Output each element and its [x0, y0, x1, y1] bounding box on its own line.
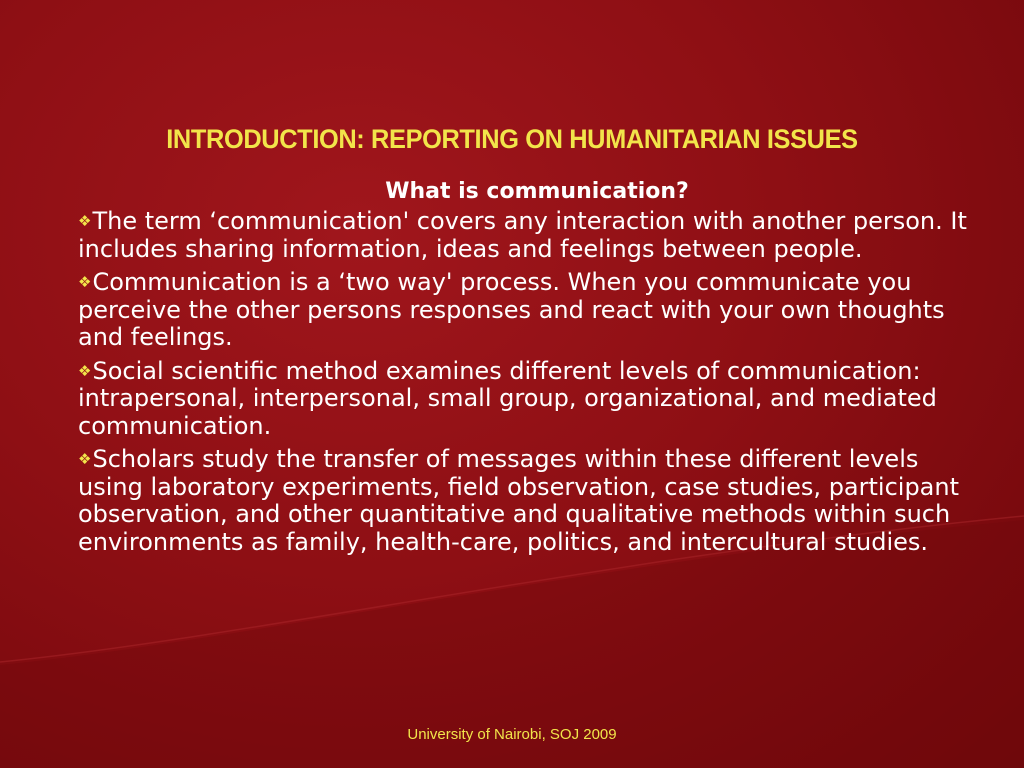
diamond-bullet-icon: ❖ [78, 450, 92, 468]
diamond-bullet-icon: ❖ [78, 273, 92, 291]
bullet-item [78, 208, 988, 263]
diamond-bullet-icon: ❖ [78, 212, 92, 230]
bullet-list [78, 208, 988, 556]
bullet-item [78, 446, 988, 556]
subheading: What is communication? [385, 179, 689, 204]
slide-footer: University of Nairobi, SOJ 2009 [407, 726, 617, 743]
bullet-text: Communication is a ‘two way' process. When you communicate you perceive the other persons responses and react with your own thoughts and feelings. [78, 268, 945, 351]
bullet-text: Scholars study the transfer of messages within these different levels using laboratory experiments, field observation, case studies, participant observation, and other quantitative and qualitative methods within such environments as family, health-care, politics, and intercultural studies. [78, 445, 960, 556]
bullet-text: The term ‘communication' covers any interaction with another person. It includes sharing information, ideas and feelings between people. [78, 207, 967, 263]
bullet-item [78, 358, 988, 441]
diamond-bullet-icon: ❖ [78, 361, 92, 380]
slide-body [78, 178, 988, 562]
bullet-item [78, 269, 988, 352]
slide-title: INTRODUCTION: REPORTING ON HUMANITARIAN ISSUES [166, 124, 858, 154]
bullet-text: Social scientific method examines different levels of communication: intrapersonal, interpersonal, small group, organizational, and mediated communication. [78, 356, 937, 440]
